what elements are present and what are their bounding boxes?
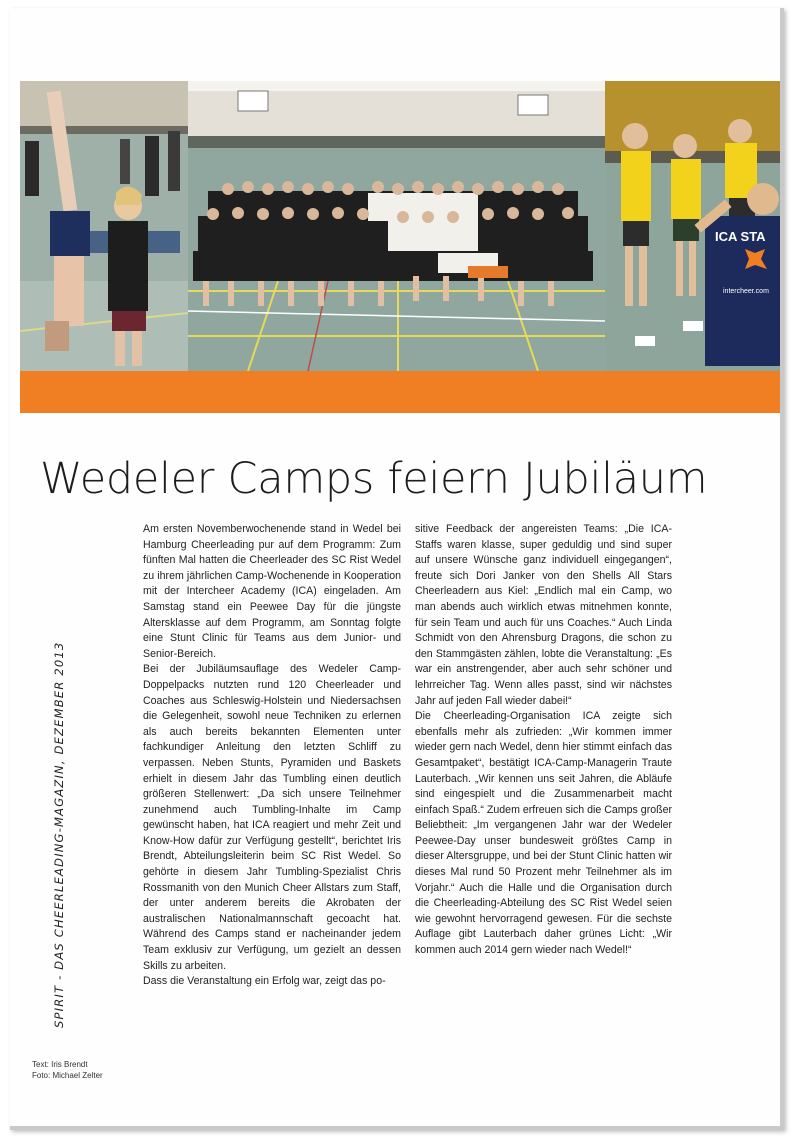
credit-text-author: Text: Iris Brendt: [32, 1060, 88, 1069]
photo-handstand-training: [20, 81, 188, 371]
column-1-paragraph-1: Am ersten Novemberwochenende stand in Wedel bei Hamburg Cheerleading pur auf dem Programm: Zum fünften Mal hatten die Cheerleader des SC Rist Wedel zu ihrem jährlichen Camp-Wochenende in Kooperation mit der Intercheer Academy (ICA) eingeladen. Am Samstag stand ein Peewee Day für die jüngste Altersklasse auf dem Programm, am Sonntag folgte eine Stunt Clinic für Teams aus dem Junior- und Senior-Bereich.: [143, 523, 401, 660]
credits: [32, 1060, 103, 1081]
photo-strip: [20, 81, 782, 371]
article-column-2: [415, 522, 672, 959]
coach-shirt-print: ICA STA: [715, 229, 766, 244]
coach-shirt-url: intercheer.com: [723, 288, 769, 295]
credit-photographer: Foto: Michael Zelter: [32, 1070, 103, 1080]
article-column-1: [143, 522, 401, 990]
photo-kids-coach: [605, 81, 782, 371]
photo-group-gym: [188, 81, 605, 371]
column-1-paragraph-2: Bei der Jubiläumsauflage des Wedeler Camp-Doppelpacks nutzten rund 120 Cheerleader und Coaches aus Schleswig-Holstein und Niedersachsen die Gelegenheit, sowohl neue Techniken zu erlernen als auch bereits bekannten Elementen unter fachkundiger Anleitung den letzten Schliff zu verpassen. Neben Stunts, Pyramiden und Baskets erhielt in diesem Jahr das Tumbling einen deutlich größeren Stellenwert: „Da sich unsere Teilnehmer zunehmend auch Tumbling-Inhalte im Camp gewünscht haben, hat ICA reagiert und mehr Zeit und Know-How dafür zur Verfügung gestellt“, berichtet Iris Brendt, Abteilungsleiterin beim SC Rist Wedel. So gehörte in diesem Jahr Tumbling-Spezialist Chris Rossmanith von den Munich Cheer Allstars zum Staff, der unter anderem bereits die Akrobaten der australischen Nationalmannschaft gecoacht hat. Während des Camps stand er nacheinander jedem Team exklusiv zur Verfügung, um gezielt an dessen Skills zu arbeiten.: [143, 663, 401, 972]
orange-accent-bar: [20, 371, 782, 413]
article-headline: Wedeler Camps feiern Jubiläum: [40, 454, 708, 504]
column-2-paragraph-1: sitive Feedback der angereisten Teams: „Die ICA-Staffs waren klasse, super geduldig und sind super auf unsere Wünsche ganz individuell eingegangen“, freute sich Dori Janker von den Shells All Stars Cheerleadern aus Kiel: „Endlich mal ein Camp, wo man abends auch wirklich etwas mitnehmen konnte, für sein Team und auch für uns Coaches.“ Auch Linda Schmidt von den Ahrensburg Dragons, die schon zu den Stammgästen zählen, lobte die Veranstaltung: „Es war ein anstrengender, aber auch sehr schöner und lehrreicher Tag. Wenn alles passt, sind wir nächstes Jahr auf jeden Fall wieder dabei!“: [415, 523, 672, 707]
magazine-page: [10, 8, 784, 1130]
column-1-paragraph-3: Dass die Veranstaltung ein Erfolg war, zeigt das po-: [143, 975, 386, 988]
column-2-paragraph-2: Die Cheerleading-Organisation ICA zeigte sich ebenfalls mehr als zufrieden: „Wir kommen immer wieder gern nach Wedel, denn hier stimmt einfach das Gesamtpaket“, bestätigt ICA-Camp-Managerin Traute Lauterbach. „Wir kennen uns seit Jahren, die Abläufe sind eingespielt und die Zusammenarbeit macht einfach Spaß.“ Zudem erfreuen sich die Camps großer Beliebtheit: „Im vergangenen Jahr war der Wedeler Peewee-Day unser bundesweit größtes Camp in dieser Altersgruppe, und bei der Stunt Clinic hatten wir dieses Mal rund 50 Prozent mehr Teilnehmer als im Vorjahr.“ Auch die Halle und die Organisation durch die Cheerleading-Abteilung des SC Rist Wedel seien wie gewohnt hervorragend gewesen. Für die sechste Auflage gibt Lauterbach daher grünes Licht: „Wir kommen auch 2014 gern wieder nach Wedel!“: [415, 710, 672, 957]
magazine-vertical-label: SPIRIT - DAS CHEERLEADING-MAGAZIN, DEZEMBER 2013: [52, 641, 66, 1028]
